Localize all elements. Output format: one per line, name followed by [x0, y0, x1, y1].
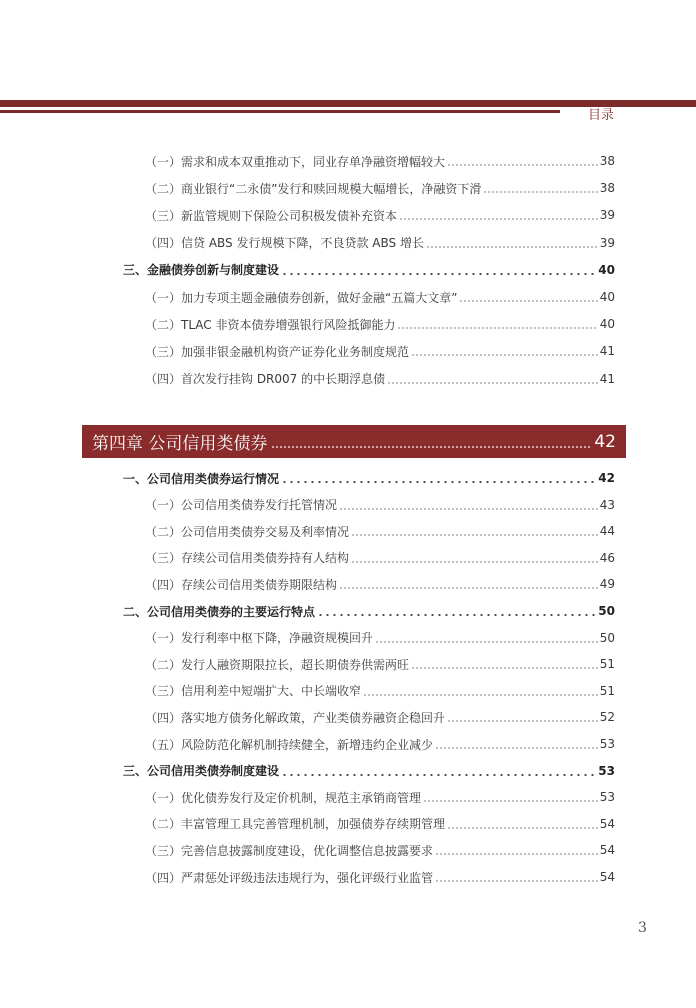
toc-entry-title: 三、公司信用类债券制度建设	[123, 764, 280, 779]
toc-leader-dots	[435, 870, 598, 884]
toc-leader-dots	[281, 263, 596, 277]
toc-entry-page: 39	[599, 208, 615, 223]
toc-subsection-entry[interactable]	[145, 151, 615, 171]
toc-subsection-entry[interactable]	[145, 341, 615, 361]
toc-entry-page: 51	[599, 657, 615, 672]
toc-entry-title: （三）完善信息披露制度建设，优化调整信息披露要求	[145, 843, 434, 858]
toc-subsection-entry[interactable]	[145, 734, 615, 754]
toc-subsection-entry[interactable]	[145, 574, 615, 594]
toc-leader-dots	[411, 657, 598, 671]
toc-leader-dots	[387, 372, 598, 386]
toc-entry-page: 46	[599, 550, 615, 565]
toc-entry-title: 三、金融债券创新与制度建设	[123, 263, 280, 278]
toc-leader-dots	[317, 604, 596, 618]
toc-leader-dots	[459, 290, 597, 304]
toc-subsection-entry[interactable]	[145, 840, 615, 860]
toc-entry-title: （一）发行利率中枢下降，净融资规模回升	[145, 631, 374, 646]
toc-leader-dots	[435, 843, 598, 857]
chapter-leader-dots	[271, 435, 590, 449]
toc-section-entry[interactable]	[123, 761, 615, 781]
toc-leader-dots	[339, 577, 598, 591]
toc-entry-page: 50	[598, 604, 615, 618]
toc-entry-title: （四）严肃惩处评级违法违规行为，强化评级行业监管	[145, 870, 434, 885]
toc-entry-page: 52	[599, 710, 615, 725]
toc-entry-title: （二）发行人融资期限拉长，超长期债券供需两旺	[145, 657, 410, 672]
toc-leader-dots	[281, 764, 596, 778]
toc-leader-dots	[447, 154, 598, 168]
toc-entry-title: （一）需求和成本双重推动下，同业存单净融资增幅较大	[145, 154, 446, 169]
toc-entry-page: 38	[599, 154, 615, 168]
toc-entry-page: 53	[598, 763, 615, 778]
toc-subsection-entry[interactable]	[145, 654, 615, 674]
toc-entry-title: 二、公司信用类债券的主要运行特点	[123, 604, 316, 619]
toc-section-entry[interactable]	[123, 260, 615, 280]
toc-entry-title: （一）加力专项主题金融债券创新，做好金融“五篇大文章”	[145, 290, 458, 305]
toc-subsection-entry[interactable]	[145, 314, 615, 334]
toc-entry-page: 51	[599, 683, 615, 698]
toc-entry-title: （三）加强非银金融机构资产证券化业务制度规范	[145, 344, 410, 359]
toc-leader-dots	[447, 817, 598, 831]
toc-subsection-entry[interactable]	[145, 178, 615, 198]
toc-entry-page: 43	[599, 497, 615, 512]
toc-entry-page: 40	[598, 262, 615, 277]
toc-entry-page: 53	[599, 790, 615, 805]
toc-entry-title: （一）优化债券发行及定价机制，规范主承销商管理	[145, 790, 422, 805]
toc-entry-page: 41	[599, 371, 615, 386]
toc-entry-page: 54	[599, 870, 615, 884]
toc-entry-page: 54	[599, 843, 615, 858]
toc-entry-page: 42	[598, 471, 615, 485]
toc-entry-page: 49	[599, 577, 615, 592]
toc-entry-title: （四）落实地方债务化解政策，产业类债券融资企稳回升	[145, 710, 446, 725]
header-label: 目录	[588, 108, 615, 123]
toc-leader-dots	[339, 498, 598, 512]
toc-entry-title: （二）公司信用类债券交易及利率情况	[145, 524, 350, 539]
toc-subsection-entry[interactable]	[145, 233, 615, 253]
toc-leader-dots	[351, 551, 598, 565]
toc-leader-dots	[411, 344, 598, 358]
header-rule	[0, 110, 560, 113]
toc-entry-title: （四）存续公司信用类债券期限结构	[145, 577, 338, 592]
toc-subsection-entry[interactable]	[145, 548, 615, 568]
toc-entry-title: （一）公司信用类债券发行托管情况	[145, 498, 338, 513]
toc-subsection-entry[interactable]	[145, 628, 615, 648]
toc-entry-page: 40	[599, 317, 615, 332]
toc-leader-dots	[363, 684, 598, 698]
toc-entry-page: 44	[599, 524, 615, 539]
toc-entry-page: 41	[599, 344, 615, 359]
toc-entry-page: 54	[599, 816, 615, 831]
toc-subsection-entry[interactable]	[145, 205, 615, 225]
chapter-heading[interactable]	[82, 425, 626, 458]
toc-subsection-entry[interactable]	[145, 867, 615, 887]
toc-entry-title: （二）商业银行“二永债”发行和赎回规模大幅增长，净融资下滑	[145, 181, 482, 196]
toc-entry-title: （二）丰富管理工具完善管理机制，加强债券存续期管理	[145, 817, 446, 832]
toc-section-entry[interactable]	[123, 468, 615, 488]
toc-leader-dots	[447, 710, 598, 724]
toc-leader-dots	[423, 790, 598, 804]
toc-subsection-entry[interactable]	[145, 681, 615, 701]
toc-subsection-entry[interactable]	[145, 287, 615, 307]
toc-entry-title: （三）新监管规则下保险公司积极发债补充资本	[145, 208, 398, 223]
toc-entry-page: 53	[599, 737, 615, 751]
toc-entry-title: （四）信贷 ABS 发行规模下降，不良贷款 ABS 增长	[145, 236, 424, 251]
toc-entry-page: 40	[599, 290, 615, 304]
page-number: 3	[638, 920, 647, 936]
toc-entry-title: （三）存续公司信用类债券持有人结构	[145, 551, 350, 566]
toc-entry-title: （三）信用利差中短端扩大、中长端收窄	[145, 684, 362, 699]
toc-entry-title: （四）首次发行挂钩 DR007 的中长期浮息债	[145, 372, 386, 387]
toc-subsection-entry[interactable]	[145, 707, 615, 727]
toc-entry-title: （五）风险防范化解机制持续健全，新增违约企业减少	[145, 737, 434, 752]
toc-subsection-entry[interactable]	[145, 521, 615, 541]
toc-entry-title: 一、公司信用类债券运行情况	[123, 471, 280, 486]
toc-subsection-entry[interactable]	[145, 495, 615, 515]
toc-subsection-entry[interactable]	[145, 369, 615, 389]
toc-leader-dots	[435, 737, 598, 751]
toc-leader-dots	[351, 524, 598, 538]
toc-subsection-entry[interactable]	[145, 787, 615, 807]
toc-leader-dots	[397, 317, 597, 331]
toc-leader-dots	[281, 471, 596, 485]
chapter-title: 第四章 公司信用类债券	[92, 434, 268, 454]
chapter-page-number: 42	[594, 431, 616, 452]
toc-leader-dots	[483, 181, 597, 195]
toc-leader-dots	[426, 236, 598, 250]
toc-entry-page: 38	[599, 181, 615, 196]
toc-leader-dots	[399, 208, 598, 222]
toc-subsection-entry[interactable]	[145, 814, 615, 834]
toc-entry-page: 50	[599, 630, 615, 645]
toc-section-entry[interactable]	[123, 601, 615, 621]
toc-entry-page: 39	[599, 235, 615, 250]
toc-leader-dots	[375, 631, 598, 645]
toc-entry-title: （二）TLAC 非资本债券增强银行风险抵御能力	[145, 317, 396, 332]
